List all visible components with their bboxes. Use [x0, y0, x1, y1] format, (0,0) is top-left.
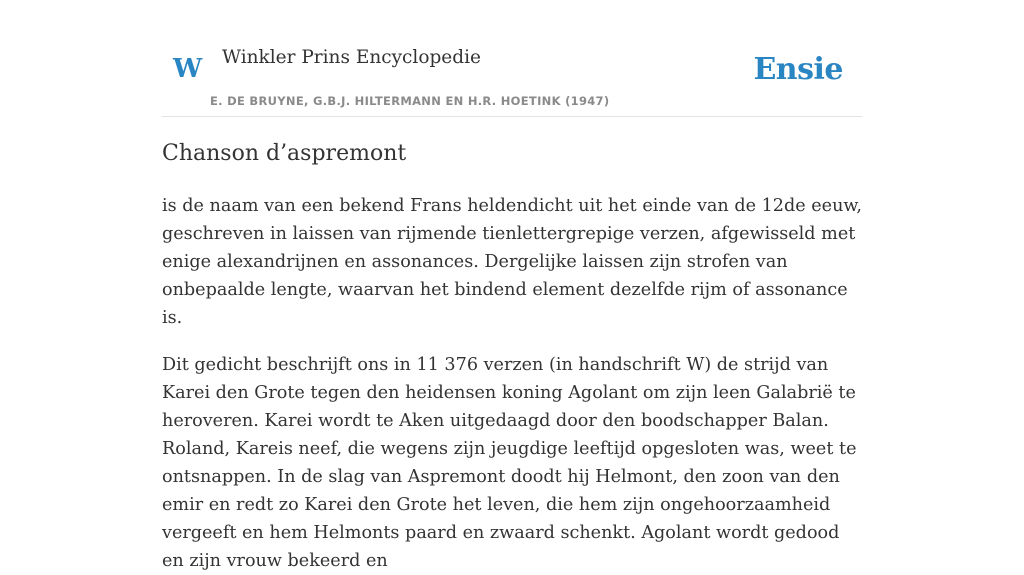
source-header: [162, 0, 862, 117]
source-logo[interactable]: W: [173, 54, 203, 84]
brand-logo[interactable]: Ensie: [753, 52, 843, 87]
article-paragraph: is de naam van een bekend Frans heldendicht uit het einde van de 12de eeuw, geschreven in laissen van rijmende tienlettergrepige verzen, afgewisseld met enige alexandrijnen en assonances. Dergelijke laissen zijn strofen van onbepaalde lengte, waarvan het bindend element dezelfde rijm of assonance is.: [162, 196, 862, 328]
source-title[interactable]: Winkler Prins Encyclopedie: [222, 47, 481, 68]
article: [162, 136, 862, 575]
article-title: Chanson d’aspremont: [162, 141, 407, 166]
article-paragraph: Dit gedicht beschrijft ons in 11 376 verzen (in handschrift W) de strijd van Karei den Grote tegen den heidensen koning Agolant om zijn leen Galabrië te heroveren. Karei wordt te Aken uitgedaagd door den boodschapper Balan. Roland, Kareis neef, die wegens zijn jeugdige leeftijd opgesloten was, weet te ontsnappen. In de slag van Aspremont doodt hij Helmont, den zoon van den emir en redt zo Karei den Grote het leven, die hem zijn ongehoorzaamheid vergeeft en hem Helmonts paard en zwaard schenkt. Agolant wordt gedood en zijn vrouw bekeerd en: [162, 355, 857, 571]
source-authors: E. DE BRUYNE, G.B.J. HILTERMANN EN H.R. HOETINK (1947): [210, 94, 610, 108]
